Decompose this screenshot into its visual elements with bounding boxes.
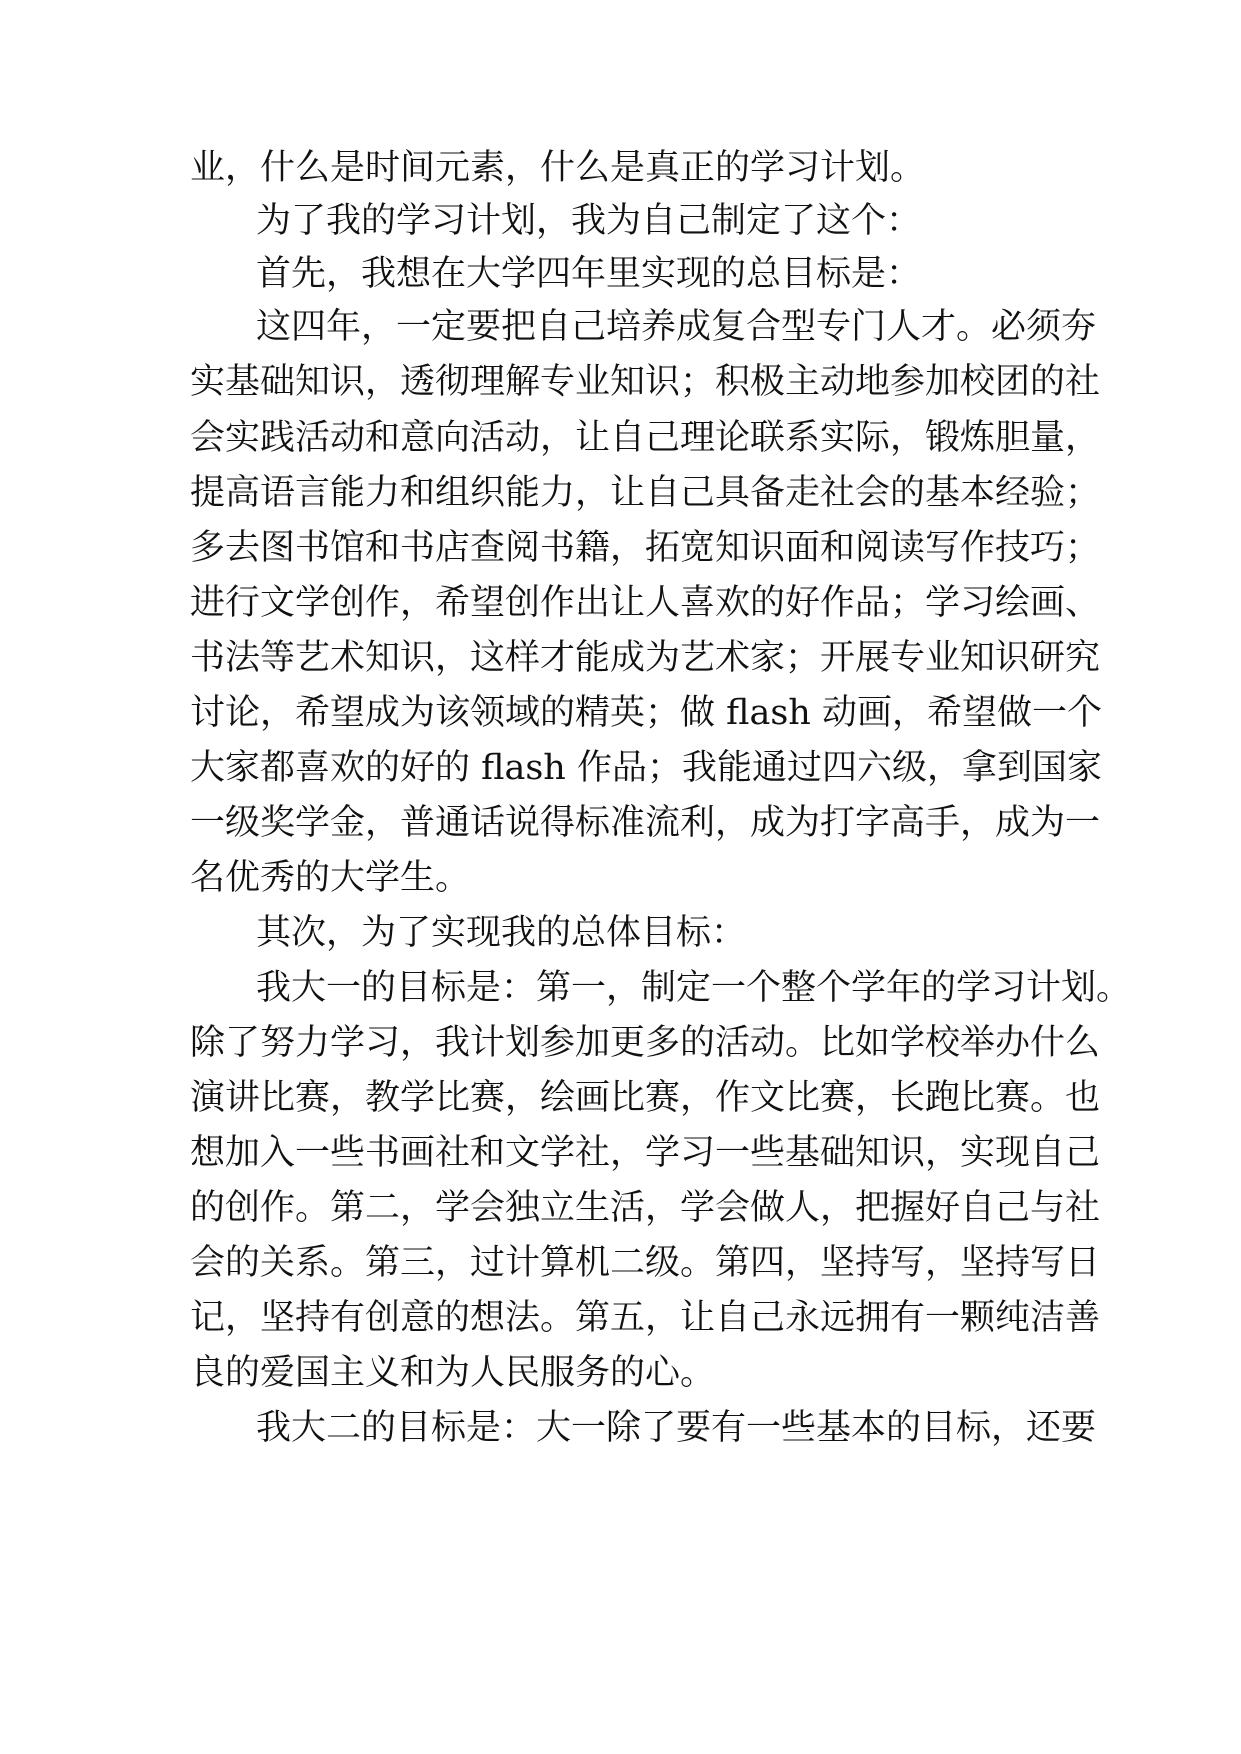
text-line: 会实践活动和意向活动，让自己理论联系实际，锻炼胆量， xyxy=(190,418,1101,458)
text-line: 多去图书馆和书店查阅书籍，拓宽知识面和阅读写作技巧； xyxy=(190,528,1101,568)
text-line: 业，什么是时间元素，什么是真正的学习计划。 xyxy=(190,148,926,188)
text-line: 为了我的学习计划，我为自己制定了这个： xyxy=(256,201,922,241)
text-line: 我大二的目标是：大一除了要有一些基本的目标，还要 xyxy=(256,1408,1097,1448)
text-line: 除了努力学习，我计划参加更多的活动。比如学校举办什么 xyxy=(190,1023,1101,1063)
text-line: 会的关系。第三，过计算机二级。第四，坚持写，坚持写日 xyxy=(190,1243,1101,1283)
text-line: 提高语言能力和组织能力，让自己具备走社会的基本经验； xyxy=(190,473,1101,513)
text-line: 书法等艺术知识，这样才能成为艺术家；开展专业知识研究 xyxy=(190,638,1101,678)
text-line: 进行文学创作，希望创作出让人喜欢的好作品；学习绘画、 xyxy=(190,583,1101,623)
text-line: 首先，我想在大学四年里实现的总目标是： xyxy=(256,254,922,294)
text-line: 一级奖学金，普通话说得标准流利，成为打字高手，成为一 xyxy=(190,803,1101,843)
text-line: 大家都喜欢的好的 flash 作品；我能通过四六级，拿到国家 xyxy=(190,748,1102,788)
text-line: 良的爱国主义和为人民服务的心。 xyxy=(190,1353,716,1393)
text-line: 讨论，希望成为该领域的精英；做 flash 动画，希望做一个 xyxy=(190,693,1102,733)
text-line: 实基础知识，透彻理解专业知识；积极主动地参加校团的社 xyxy=(190,362,1101,402)
text-line: 记，坚持有创意的想法。第五，让自己永远拥有一颗纯洁善 xyxy=(190,1298,1101,1338)
text-line: 想加入一些书画社和文学社，学习一些基础知识，实现自己 xyxy=(190,1133,1101,1173)
text-line: 演讲比赛，教学比赛，绘画比赛，作文比赛，长跑比赛。也 xyxy=(190,1078,1101,1118)
text-line: 我大一的目标是：第一，制定一个整个学年的学习计划。 xyxy=(256,968,1132,1008)
text-line: 的创作。第二，学会独立生活，学会做人，把握好自己与社 xyxy=(190,1188,1101,1228)
text-line: 其次，为了实现我的总体目标： xyxy=(256,913,747,953)
text-line: 名优秀的大学生。 xyxy=(190,858,471,898)
text-line: 这四年，一定要把自己培养成复合型专门人才。必须夯 xyxy=(256,307,1097,347)
